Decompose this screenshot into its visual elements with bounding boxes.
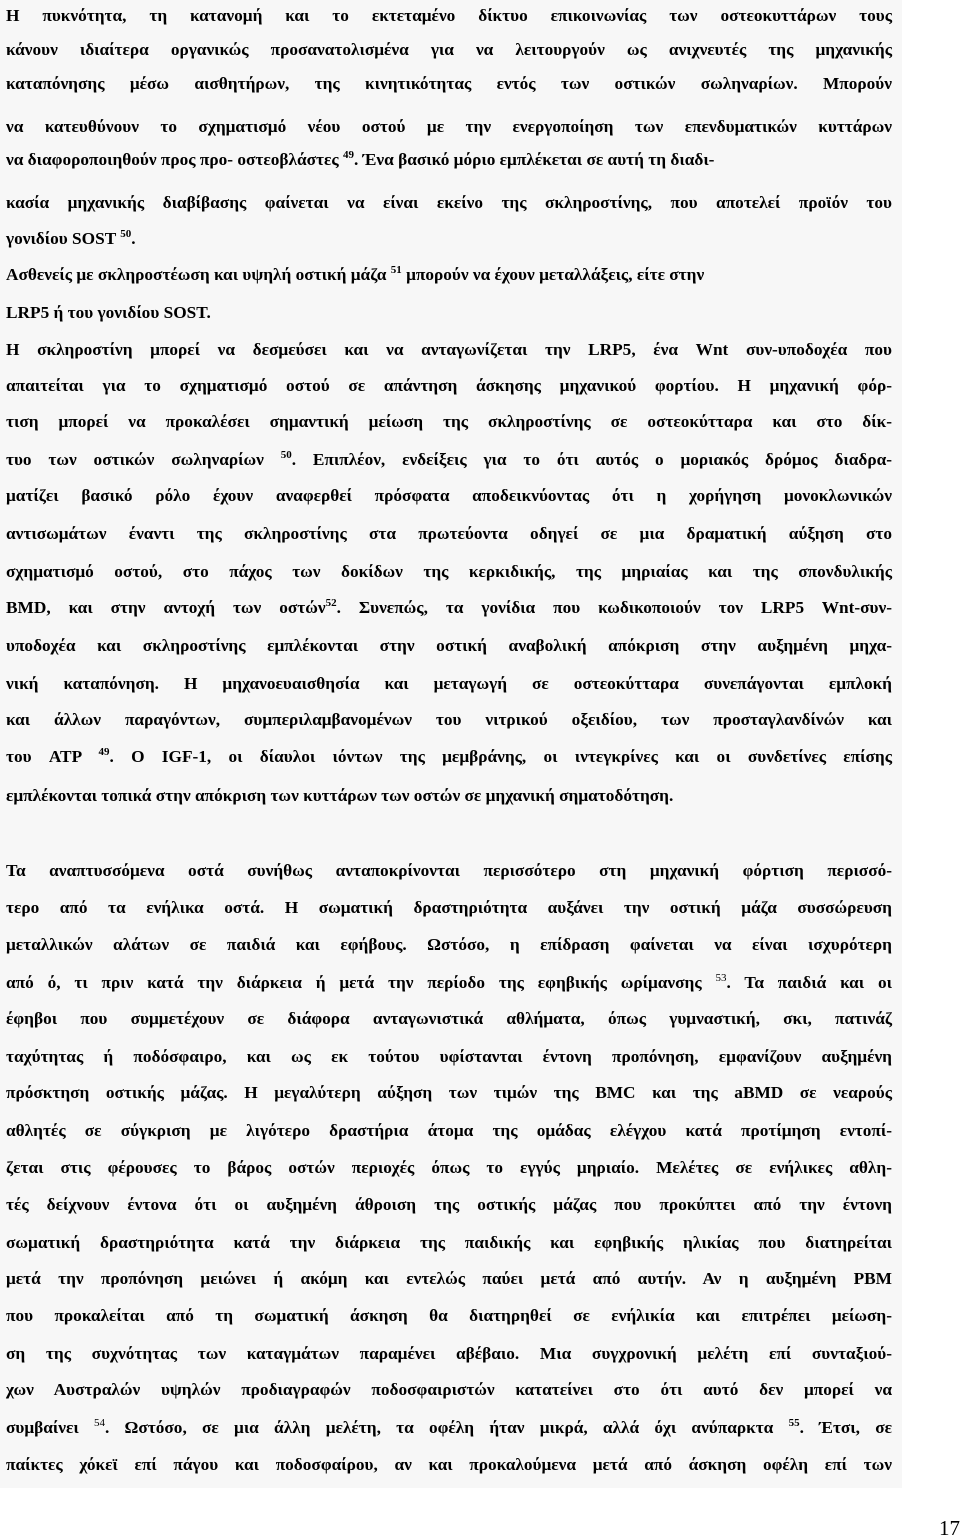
text-line [6, 973, 892, 993]
line-text: αθλητές σε σύγκριση με λιγότερο δραστήρια άτομα της ομάδας ελέγχου κατά προτίμηση εντοπί- [6, 1121, 892, 1140]
line-text: συμβαίνει [6, 1418, 79, 1437]
page-number: 17 [939, 1516, 960, 1540]
text-line [6, 150, 714, 170]
text-line [6, 1269, 892, 1289]
line-text: . Συνεπώς, τα γονίδια που κωδικοποιούν τον LRP5 Wnt-συν- [336, 598, 892, 617]
line-text: κασία μηχανικής διαβίβασης φαίνεται να είναι εκείνο της σκληροστίνης, που αποτελεί προϊόν του [6, 193, 892, 212]
text-line [6, 786, 673, 806]
citation-superscript: 52 [325, 597, 337, 609]
text-line [6, 935, 892, 955]
line-text: να κατευθύνουν το σχηματισμό νέου οστού με την ενεργοποίηση των επενδυματικών κυττάρων [6, 117, 892, 136]
text-line [6, 674, 892, 694]
line-text: υποδοχέα και σκληροστίνης εμπλέκονται στην οστική αναβολική απόκριση στην αυξημένη μηχα- [6, 636, 892, 655]
text-line [6, 117, 892, 137]
line-text: LRP5 ή του γονιδίου SOST. [6, 303, 211, 322]
text-line [6, 1344, 892, 1364]
text-line [6, 1380, 892, 1400]
line-text: . Ένα βασικό μόριο εμπλέκεται σε αυτή τη διαδι- [353, 150, 715, 169]
text-line [6, 898, 892, 918]
text-line [6, 193, 892, 213]
line-text: Η σκληροστίνη μπορεί να δεσμεύσει και να ανταγωνίζεται την LRP5, ένα Wnt συν-υποδοχέα που [6, 340, 892, 359]
citation-superscript: 50 [120, 228, 132, 240]
text-line [6, 598, 892, 618]
line-text: Ασθενείς με σκληροστέωση και υψηλή οστική μάζα [6, 265, 387, 284]
line-text: απαιτείται για το σχηματισμό οστού σε απάντηση άσκησης μηχανικού φορτίου. Η μηχανική φόρ- [6, 376, 892, 395]
text-line [6, 1083, 892, 1103]
text-line [6, 486, 892, 506]
text-line [6, 710, 892, 730]
citation-superscript: 51 [390, 264, 402, 276]
text-line [6, 1455, 892, 1475]
line-text: ση της συχνότητας των καταγμάτων παραμένει αβέβαιο. Μια συγχρονική μελέτη επί συνταξιού- [6, 1344, 892, 1363]
line-text: νική καταπόνηση. Η μηχανοευαισθησία και μεταγωγή σε οστεοκύτταρα συνεπάγονται εμπλοκή [6, 674, 892, 693]
line-text: . [131, 229, 136, 248]
text-line [6, 636, 892, 656]
line-text: . Έτσι, σε [799, 1418, 893, 1437]
line-text: κάνουν ιδιαίτερα οργανικώς προσανατολισμένα για να λειτουργούν ως ανιχνευτές της μηχανικής [6, 40, 892, 59]
line-text: μεταλλικών αλάτων σε παιδιά και εφήβους. Ωστόσο, η επίδραση φαίνεται να είναι ισχυρότερη [6, 935, 892, 954]
line-text: έφηβοι που συμμετέχουν σε διάφορα ανταγωνιστικά αθλήματα, όπως γυμναστική, σκι, πατινάζ [6, 1009, 892, 1028]
text-line [6, 861, 892, 881]
text-line [6, 1195, 892, 1215]
text-line [6, 340, 892, 360]
line-text: από ό, τι πριν κατά την διάρκεια ή μετά την περίοδο της εφηβικής ωρίμανσης [6, 973, 702, 992]
line-text: του ATP [6, 747, 82, 766]
line-text: εμπλέκονται τοπικά στην απόκριση των κυττάρων των οστών σε μηχανική σηματοδότηση. [6, 786, 674, 805]
text-line [6, 1047, 892, 1067]
line-text: ζεται στις φέρουσες το βάρος οστών περιοχές όπως το εγγύς μηριαίο. Μελέτες σε ενήλικες αθλη- [6, 1158, 892, 1177]
text-line [6, 40, 892, 60]
text-line [6, 1418, 892, 1438]
text-line [6, 229, 136, 249]
line-text: μετά την προπόνηση μειώνει ή ακόμη και εντελώς παύει μετά από αυτήν. Αν η αυξημένη PBM [6, 1269, 892, 1288]
line-text: σχηματισμό οστού, στο πάχος των δοκίδων της κερκιδικής, της μηριαίας και της σπονδυλικής [6, 562, 892, 581]
text-line [6, 6, 892, 26]
citation-superscript: 53 [715, 972, 727, 984]
text-line [6, 747, 892, 767]
text-line [6, 1158, 892, 1178]
line-text: . Ωστόσο, σε μια άλλη μελέτη, τα οφέλη ήταν μικρά, αλλά όχι ανύπαρκτα [105, 1418, 774, 1437]
text-line [6, 524, 892, 544]
line-text: Τα αναπτυσσόμενα οστά συνήθως ανταποκρίνονται περισσότερο στη μηχανική φόρτιση περισσό- [6, 861, 892, 880]
text-line [6, 74, 892, 94]
line-text: Η πυκνότητα, τη κατανομή και το εκτεταμένο δίκτυο επικοινωνίας των οστεοκυττάρων τους [6, 6, 892, 25]
line-text: γονιδίου SOST [6, 229, 116, 248]
line-text: τερο από τα ενήλικα οστά. Η σωματική δραστηριότητα αυξάνει την οστική μάζα συσσώρευση [6, 898, 892, 917]
line-text: και άλλων παραγόντων, συμπεριλαμβανομένων του νιτρικού οξειδίου, των προσταγλανδίνών και [6, 710, 892, 729]
line-text: ματίζει βασικό ρόλο έχουν αναφερθεί πρόσφατα αποδεικνύοντας ότι η χορήγηση μονοκλωνικών [6, 486, 892, 505]
line-text: ταχύτητας ή ποδόσφαιρο, και ως εκ τούτου υφίστανται έντονη προπόνηση, εμφανίζουν αυξημένη [6, 1047, 892, 1066]
citation-superscript: 55 [788, 1417, 800, 1429]
line-text: τές δείχνουν έντονα ότι οι αυξημένη άθροιση της οστικής μάζας που προκύπτει από την έντονη [6, 1195, 892, 1214]
line-text: χων Αυστραλών υψηλών προδιαγραφών ποδοσφαιριστών κατατείνει στο ότι αυτό δεν μπορεί να [6, 1380, 892, 1399]
line-text: καταπόνησης μέσω αισθητήρων, της κινητικότητας εντός των οστικών σωληναρίων. Μπορούν [6, 74, 892, 93]
line-text: πρόσκτηση οστικής μάζας. Η μεγαλύτερη αύξηση των τιμών της BMC και της aBMD σε νεαρούς [6, 1083, 892, 1102]
line-text: σωματική δραστηριότητα κατά την διάρκεια της παιδικής και εφηβικής ηλικίας που διατηρείται [6, 1233, 892, 1252]
line-text: BMD, και στην αντοχή των οστών [6, 598, 326, 617]
text-line [6, 562, 892, 582]
line-text: που προκαλείται από τη σωματική άσκηση θα διατηρηθεί σε ενήλικία και επιτρέπει μείωση- [6, 1306, 892, 1325]
text-line [6, 1233, 892, 1253]
text-line [6, 265, 704, 285]
line-text: . Τα παιδιά και οι [726, 973, 893, 992]
text-line [6, 303, 211, 323]
line-text: να διαφοροποιηθούν προς προ- οστεοβλάστες [6, 150, 339, 169]
text-line [6, 1306, 892, 1326]
line-text: . O IGF-1, οι δίαυλοι ιόντων της μεμβράνης, οι ιντεγκρίνες και οι συνδετίνες επίσης [109, 747, 892, 766]
text-line [6, 1121, 892, 1141]
text-line [6, 1009, 892, 1029]
citation-superscript: 49 [342, 149, 354, 161]
citation-superscript: 49 [98, 746, 110, 758]
line-text: μπορούν να έχουν μεταλλάξεις, είτε στην [406, 265, 705, 284]
citation-superscript: 50 [280, 449, 292, 461]
line-text: αντισωμάτων έναντι της σκληροστίνης στα πρωτεύοντα οδηγεί σε μια δραματική αύξηση στο [6, 524, 892, 543]
line-text: . Επιπλέον, ενδείξεις για το ότι αυτός ο μοριακός δρόμος διαδρα- [291, 450, 893, 469]
line-text: τιση μπορεί να προκαλέσει σημαντική μείωση της σκληροστίνης σε οστεοκύτταρα και στο δίκ- [6, 412, 892, 431]
citation-superscript: 54 [94, 1417, 105, 1429]
line-text: τυο των οστικών σωληναρίων [6, 450, 264, 469]
text-line [6, 376, 892, 396]
text-line [6, 412, 892, 432]
text-line [6, 450, 892, 470]
line-text: παίκτες χόκεϊ επί πάγου και ποδοσφαίρου, αν και προκαλούμενα μετά από άσκηση οφέλη επί των [6, 1455, 892, 1474]
